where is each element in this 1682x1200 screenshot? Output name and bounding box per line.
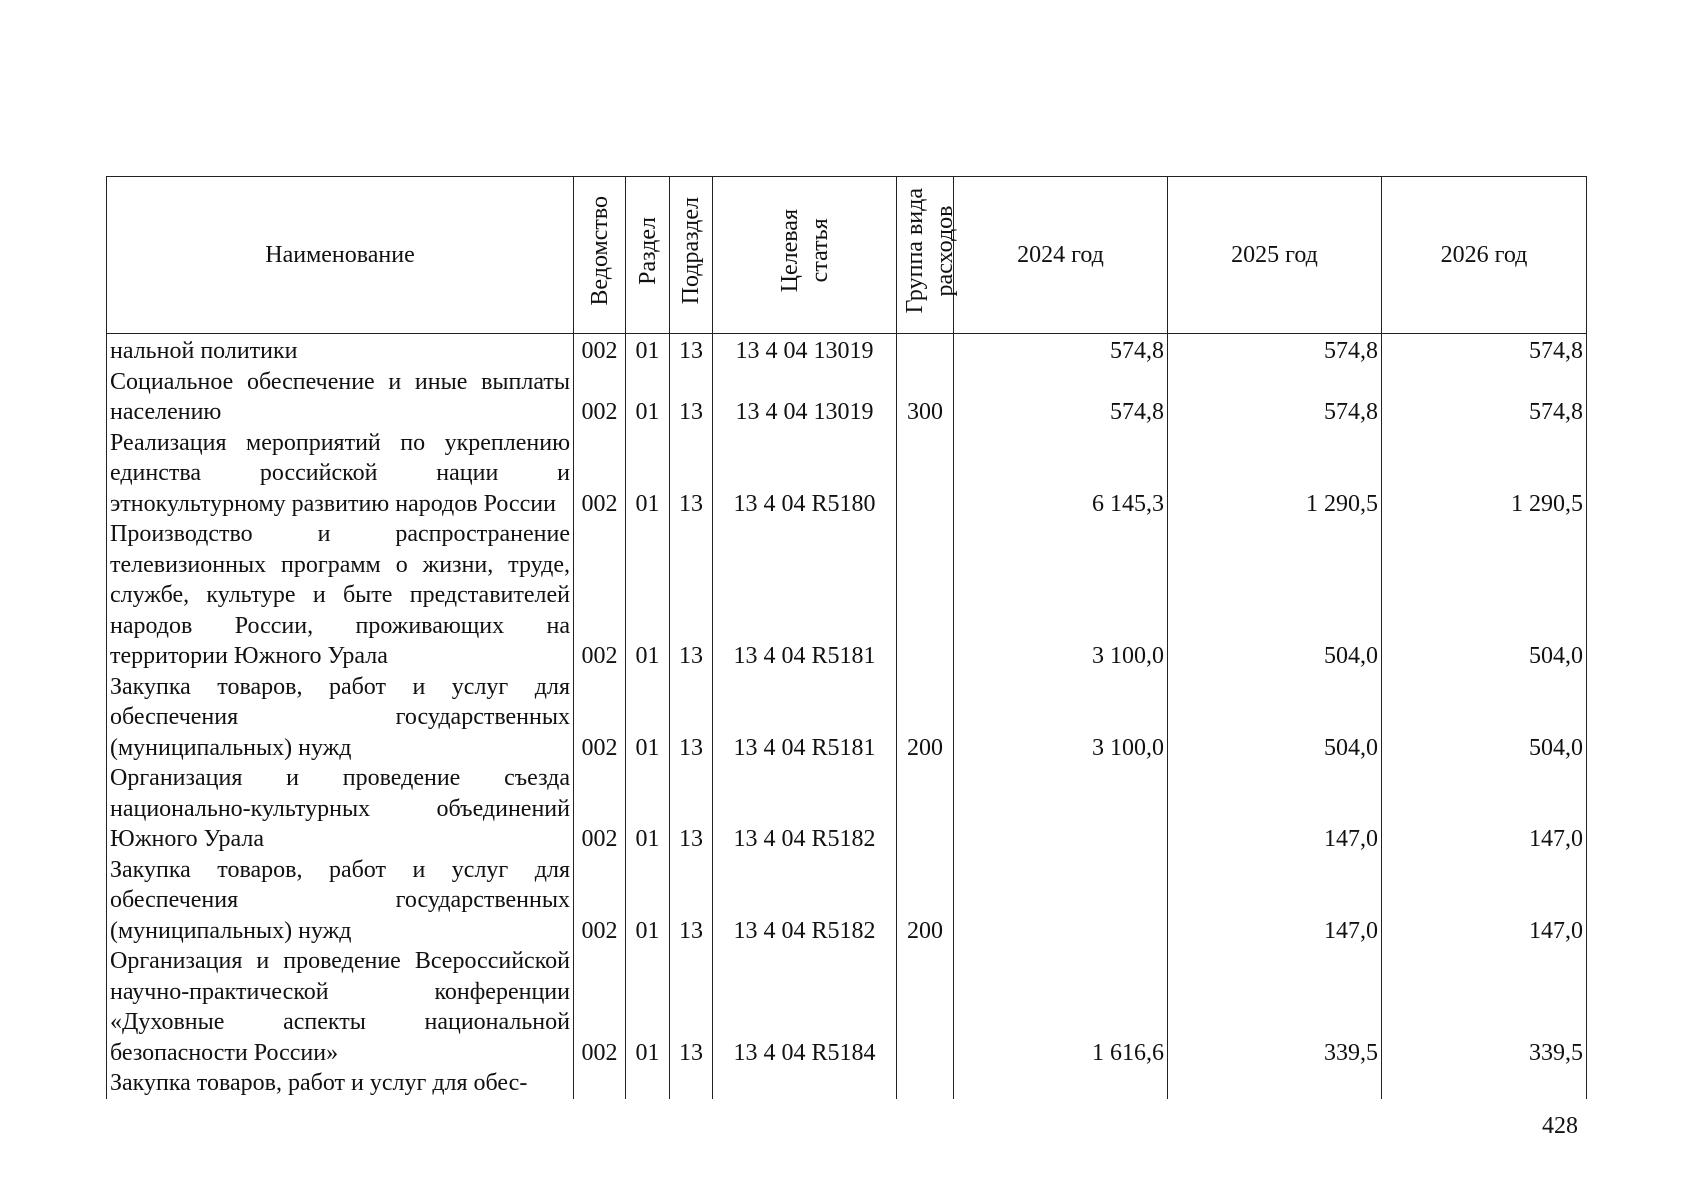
cell-section: 01 <box>626 672 670 764</box>
cell-subsection: 13 <box>670 855 713 947</box>
cell-group: 200 <box>897 672 954 764</box>
table-row <box>107 1068 1587 1099</box>
cell-target: 13 4 04 R5184 <box>713 946 897 1068</box>
table-row <box>107 946 1587 1068</box>
cell-y2026: 574,8 <box>1382 367 1587 428</box>
header-dept <box>574 177 626 334</box>
cell-target: 13 4 04 R5181 <box>713 672 897 764</box>
table-body <box>107 334 1587 1099</box>
cell-dept: 002 <box>574 855 626 947</box>
header-subsection <box>670 177 713 334</box>
cell-y2026: 504,0 <box>1382 519 1587 672</box>
cell-y2025: 574,8 <box>1168 367 1382 428</box>
cell-target: 13 4 04 R5180 <box>713 428 897 520</box>
cell-target: 13 4 04 R5181 <box>713 519 897 672</box>
cell-y2024 <box>954 855 1168 947</box>
header-subsection-label: Подраздел <box>678 197 704 305</box>
cell-section: 01 <box>626 946 670 1068</box>
cell-group <box>897 334 954 367</box>
cell-y2025: 147,0 <box>1168 855 1382 947</box>
cell-group: 200 <box>897 855 954 947</box>
cell-section <box>626 1068 670 1099</box>
cell-dept: 002 <box>574 367 626 428</box>
cell-subsection: 13 <box>670 334 713 367</box>
cell-subsection: 13 <box>670 763 713 855</box>
cell-y2026: 339,5 <box>1382 946 1587 1068</box>
cell-target <box>713 1068 897 1099</box>
cell-subsection: 13 <box>670 946 713 1068</box>
cell-dept: 002 <box>574 334 626 367</box>
header-target-label: Целевая статья <box>776 209 833 293</box>
header-2024: 2024 год <box>954 177 1168 334</box>
cell-y2026: 574,8 <box>1382 334 1587 367</box>
cell-dept <box>574 1068 626 1099</box>
cell-y2025: 1 290,5 <box>1168 428 1382 520</box>
cell-group <box>897 428 954 520</box>
table-row <box>107 855 1587 947</box>
cell-name: нальной политики <box>107 334 574 367</box>
table-row <box>107 672 1587 764</box>
cell-dept: 002 <box>574 428 626 520</box>
cell-group <box>897 763 954 855</box>
cell-section: 01 <box>626 855 670 947</box>
cell-subsection: 13 <box>670 428 713 520</box>
cell-y2025: 339,5 <box>1168 946 1382 1068</box>
cell-y2024 <box>954 1068 1168 1099</box>
table-row <box>107 519 1587 672</box>
cell-y2024: 3 100,0 <box>954 672 1168 764</box>
cell-section: 01 <box>626 763 670 855</box>
cell-y2026: 147,0 <box>1382 763 1587 855</box>
cell-y2024: 6 145,3 <box>954 428 1168 520</box>
table-row <box>107 367 1587 428</box>
header-section-label: Раздел <box>634 216 661 285</box>
cell-name: Реализация мероприятий по укреплению единства российской нации и этнокультурному развитию народов России <box>107 428 574 520</box>
cell-section: 01 <box>626 367 670 428</box>
cell-subsection: 13 <box>670 519 713 672</box>
cell-y2026 <box>1382 1068 1587 1099</box>
cell-section: 01 <box>626 334 670 367</box>
cell-section: 01 <box>626 519 670 672</box>
cell-name: Организация и проведение съезда национально-культурных объединений Южного Урала <box>107 763 574 855</box>
cell-y2024 <box>954 763 1168 855</box>
cell-y2025: 574,8 <box>1168 334 1382 367</box>
header-name: Наименование <box>107 177 574 334</box>
cell-y2025: 504,0 <box>1168 519 1382 672</box>
cell-y2024: 574,8 <box>954 367 1168 428</box>
cell-group <box>897 519 954 672</box>
cell-y2024: 574,8 <box>954 334 1168 367</box>
cell-target: 13 4 04 R5182 <box>713 855 897 947</box>
cell-group: 300 <box>897 367 954 428</box>
cell-dept: 002 <box>574 946 626 1068</box>
header-2025: 2025 год <box>1168 177 1382 334</box>
cell-y2026: 1 290,5 <box>1382 428 1587 520</box>
cell-y2026: 147,0 <box>1382 855 1587 947</box>
header-dept-label: Ведомство <box>586 195 613 306</box>
cell-name: Закупка товаров, работ и услуг для обеспечения государственных (муниципальных) нужд <box>107 672 574 764</box>
cell-target: 13 4 04 13019 <box>713 334 897 367</box>
header-group <box>897 177 958 334</box>
cell-y2025: 147,0 <box>1168 763 1382 855</box>
table-row <box>107 763 1587 855</box>
header-target <box>713 177 897 334</box>
table-header-row <box>107 177 1587 334</box>
cell-dept: 002 <box>574 763 626 855</box>
cell-name: Закупка товаров, работ и услуг для обеспечения государственных (муниципальных) нужд <box>107 855 574 947</box>
header-group-label: Группа вида расходов <box>902 188 958 314</box>
table-row <box>107 428 1587 520</box>
cell-subsection: 13 <box>670 672 713 764</box>
cell-name: Социальное обеспечение и иные выплаты населению <box>107 367 574 428</box>
cell-name: Производство и распространение телевизионных программ о жизни, труде, службе, культуре и быте представителей народов России, проживающих на территории Южного Урала <box>107 519 574 672</box>
cell-y2026: 504,0 <box>1382 672 1587 764</box>
cell-y2024: 3 100,0 <box>954 519 1168 672</box>
budget-table <box>106 176 1587 1099</box>
cell-target: 13 4 04 13019 <box>713 367 897 428</box>
table-row <box>107 334 1587 367</box>
cell-y2024: 1 616,6 <box>954 946 1168 1068</box>
header-section <box>626 177 670 334</box>
cell-y2025: 504,0 <box>1168 672 1382 764</box>
cell-name: Закупка товаров, работ и услуг для обес- <box>107 1068 574 1099</box>
cell-dept: 002 <box>574 519 626 672</box>
cell-subsection <box>670 1068 713 1099</box>
cell-section: 01 <box>626 428 670 520</box>
header-2026: 2026 год <box>1382 177 1587 334</box>
cell-y2025 <box>1168 1068 1382 1099</box>
cell-name: Организация и проведение Всероссийской научно-практической конференции «Духовные аспекты национальной безопасности России» <box>107 946 574 1068</box>
cell-dept: 002 <box>574 672 626 764</box>
cell-target: 13 4 04 R5182 <box>713 763 897 855</box>
cell-group <box>897 1068 954 1099</box>
cell-group <box>897 946 954 1068</box>
page-number: 428 <box>1542 1113 1578 1139</box>
cell-subsection: 13 <box>670 367 713 428</box>
